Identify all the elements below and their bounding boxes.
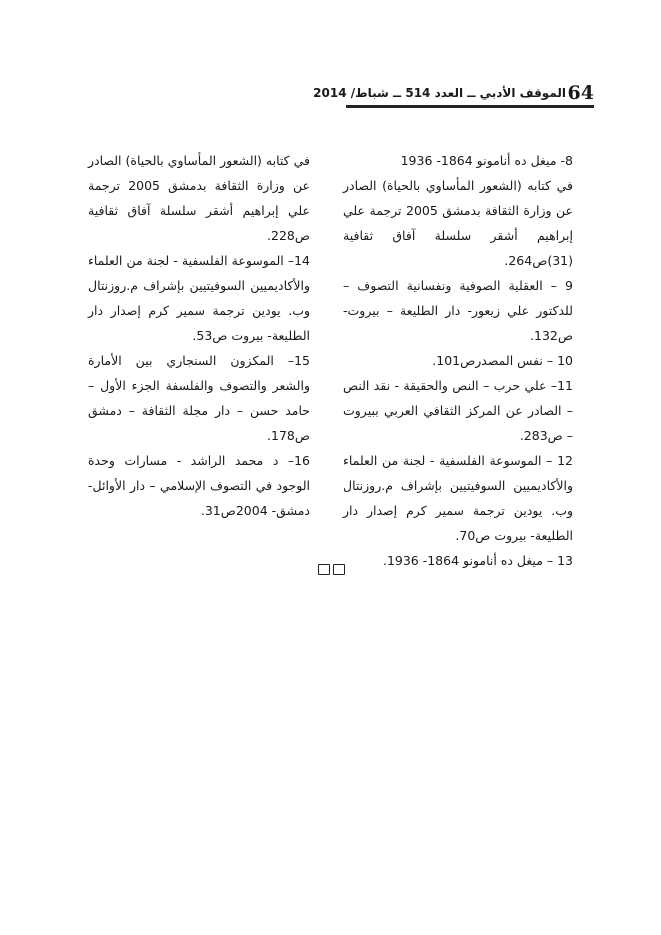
- page-number: 64: [567, 82, 594, 104]
- footnote-8-continued: في كتابه (الشعور المأساوي بالحياة) الصادر عن وزارة الثقافة بدمشق 2005 ترجمة علي إبراهيم أشقر سلسلة آفاق ثقافية (31)ص264.: [343, 178, 573, 268]
- footnote-12: 12 – الموسوعة الفلسفية - لجنة من العلماء والأكاديميين السوفيتيين بإشراف م.روزنتال وب. يودين ترجمة سمير كرم إصدار دار الطليعة- بيروت ص70.: [343, 453, 573, 543]
- footnote-10: 10 – نفس المصدرص101.: [432, 353, 573, 368]
- footnote-16: 16– د محمد الراشد - مسارات وحدة الوجود في التصوف الإسلامي – دار الأوائل- دمشق- 2004ص31.: [88, 453, 310, 518]
- footnote-11: 11– علي حرب – النص والحقيقة - نقد النص – الصادر عن المركز الثقافي العربي ببيروت – ص283.: [343, 378, 573, 443]
- footnote-13-continued: في كتابه (الشعور المأساوي بالحياة) الصادر عن وزارة الثقافة بدمشق 2005 ترجمة علي إبراهيم أشقر سلسلة آفاق ثقافية ص228.: [88, 153, 310, 243]
- header-rule: [346, 105, 594, 108]
- footnotes-right-column: [343, 148, 573, 573]
- footnote-9: 9 – العقلية الصوفية ونفسانية التصوف – للدكتور علي زيعور- دار الطليعة – بيروت- ص132.: [343, 278, 573, 343]
- footnote-14: 14– الموسوعة الفلسفية - لجنة من العلماء والأكاديميين السوفيتيين بإشراف م.روزنتال وب. يودين ترجمة سمير كرم إصدار دار الطليعة- بيروت ص53.: [88, 253, 310, 343]
- end-square-icon: [318, 564, 330, 575]
- running-title: الموقف الأدبي ــ العدد 514 ــ شباط/ 2014: [313, 86, 566, 100]
- footnote-13: 13 – ميغل ده أنامونو 1864- 1936.: [382, 553, 573, 568]
- end-square-icon: [333, 564, 345, 575]
- footnote-8: 8- ميغل ده أنامونو 1864- 1936: [400, 153, 573, 168]
- end-of-article-marks: [318, 564, 346, 576]
- footnote-15: 15– المكزون السنجاري بين الأمارة والشعر والتصوف والفلسفة الجزء الأول – حامد حسن – دار مجلة الثقافة – دمشق ص178.: [88, 353, 310, 443]
- page-header: [313, 80, 594, 106]
- footnotes-left-column: [88, 148, 310, 523]
